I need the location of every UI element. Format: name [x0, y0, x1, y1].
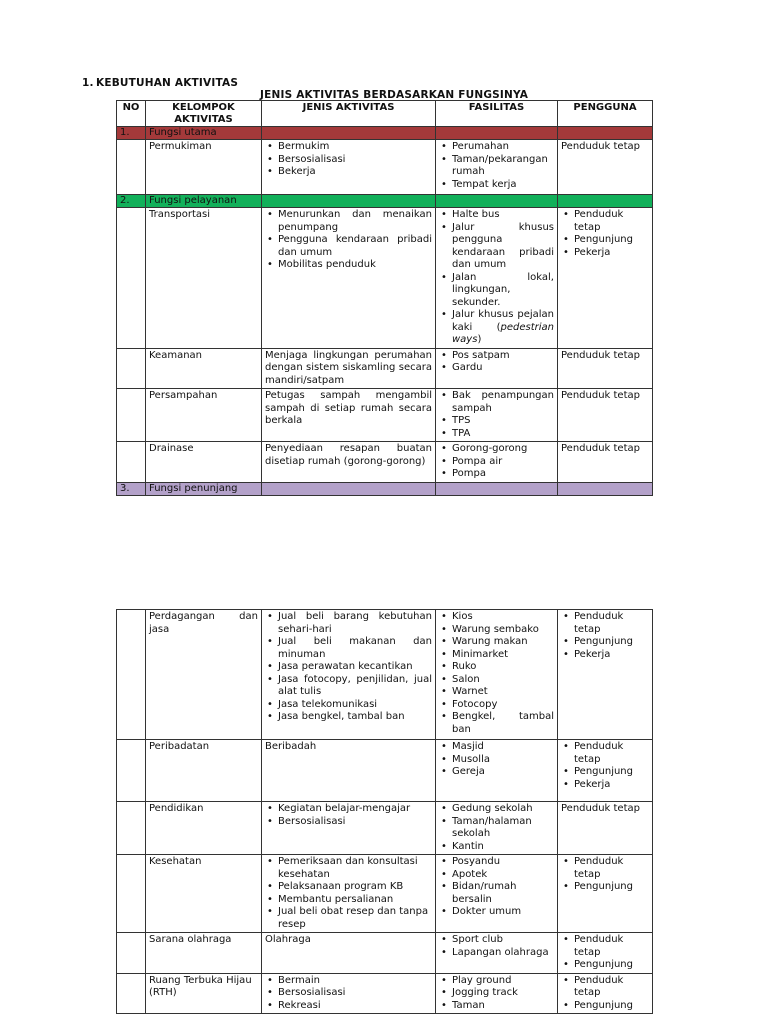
- list-item: • Jogging track: [439, 987, 554, 1000]
- jenis-cell: [262, 140, 436, 195]
- list-item: • TPS: [439, 415, 554, 428]
- list-item: • Play ground: [439, 975, 554, 988]
- table-row-peribadatan: [117, 740, 653, 802]
- kelompok-cell: Ruang Terbuka Hijau (RTH): [146, 973, 262, 1014]
- list-item: • Gorong-gorong: [439, 443, 554, 456]
- list-item: • Sport club: [439, 934, 554, 947]
- table-row-kesehatan: [117, 855, 653, 933]
- section-row-fungsi-utama: [117, 127, 653, 140]
- list-item: • TPA: [439, 428, 554, 441]
- list-item: • Menurunkan dan menaikan penumpang: [265, 209, 432, 234]
- section-label: Fungsi pelayanan: [146, 195, 262, 208]
- jenis-cell: [262, 855, 436, 933]
- list-item: • Kios: [439, 611, 554, 624]
- list-item: • Apotek: [439, 869, 554, 882]
- table-header-row: [117, 101, 653, 127]
- list-item: • Warung makan: [439, 636, 554, 649]
- list-item: • Pengunjung: [561, 881, 649, 894]
- list-item: • Penduduk tetap: [561, 856, 649, 881]
- list-item: • Perumahan: [439, 141, 554, 154]
- fasilitas-cell: [436, 348, 558, 389]
- activity-table-part-1: [116, 100, 653, 496]
- list-item: • Bengkel, tambal ban: [439, 711, 554, 736]
- header-no: NO: [117, 101, 146, 127]
- jenis-cell: Penyediaan resapan buatan disetiap rumah (gorong-gorong): [262, 442, 436, 483]
- list-item: • Gardu: [439, 362, 554, 375]
- fasilitas-cell: [436, 802, 558, 855]
- jenis-cell: Petugas sampah mengambil sampah di setiap rumah secara berkala: [262, 389, 436, 442]
- fasilitas-cell: [436, 442, 558, 483]
- list-item: • Taman/pekarangan rumah: [439, 154, 554, 179]
- list-item: • Minimarket: [439, 649, 554, 662]
- table-row-transportasi: [117, 208, 653, 349]
- list-item: • Penduduk tetap: [561, 975, 649, 1000]
- fasilitas-cell: [436, 855, 558, 933]
- fasilitas-cell: [436, 208, 558, 349]
- list-item: • Pelaksanaan program KB: [265, 881, 432, 894]
- section-row-fungsi-penunjang: [117, 482, 653, 495]
- header-jenis: JENIS AKTIVITAS: [262, 101, 436, 127]
- list-item-text: Jalur khusus pejalan kaki: [452, 309, 554, 333]
- pengguna-cell: [558, 973, 653, 1014]
- pengguna-cell: [558, 933, 653, 974]
- jenis-cell: Olahraga: [262, 933, 436, 974]
- list-item: • Jasa fotocopy, penjilidan, jual alat tulis: [265, 674, 432, 699]
- list-item: • Jasa perawatan kecantikan: [265, 661, 432, 674]
- activity-table-part-2: [116, 609, 653, 1014]
- header-fasilitas: FASILITAS: [436, 101, 558, 127]
- kelompok-cell: Kesehatan: [146, 855, 262, 933]
- list-item: • Penduduk tetap: [561, 741, 649, 766]
- list-item: • Jasa bengkel, tambal ban: [265, 711, 432, 724]
- kelompok-cell: Drainase: [146, 442, 262, 483]
- pengguna-cell: [558, 610, 653, 740]
- table-row-rth: [117, 973, 653, 1014]
- section-no: 1.: [117, 127, 146, 140]
- pengguna-cell: [558, 855, 653, 933]
- section-row-fungsi-pelayanan: [117, 195, 653, 208]
- list-item: • Musolla: [439, 754, 554, 767]
- list-item: • Jalur khusus pejalan kaki (pedestrian ways): [439, 309, 554, 347]
- list-item: • Membantu persalianan: [265, 894, 432, 907]
- list-item: • Dokter umum: [439, 906, 554, 919]
- pengguna-cell: Penduduk tetap: [558, 389, 653, 442]
- pengguna-cell: Penduduk tetap: [558, 140, 653, 195]
- list-item: • Pengguna kendaraan pribadi dan umum: [265, 234, 432, 259]
- section-heading-number: 1.: [82, 77, 94, 89]
- list-item: • Jual beli obat resep dan tanpa resep: [265, 906, 432, 931]
- list-item-italic: pedestrian ways: [452, 321, 554, 345]
- section-heading-text: KEBUTUHAN AKTIVITAS: [96, 77, 239, 89]
- table-title: JENIS AKTIVITAS BERDASARKAN FUNGSINYA: [260, 89, 529, 101]
- list-item: • Bak penampungan sampah: [439, 390, 554, 415]
- jenis-cell: [262, 208, 436, 349]
- kelompok-cell: Persampahan: [146, 389, 262, 442]
- table-row-drainase: [117, 442, 653, 483]
- pengguna-cell: Penduduk tetap: [558, 442, 653, 483]
- list-item: • Pemeriksaan dan konsultasi kesehatan: [265, 856, 432, 881]
- kelompok-cell: Perdagangan dan jasa: [146, 610, 262, 740]
- list-item: • Pengunjung: [561, 234, 649, 247]
- list-item: • Masjid: [439, 741, 554, 754]
- pengguna-cell: [558, 208, 653, 349]
- jenis-cell: [262, 610, 436, 740]
- section-label: Fungsi utama: [146, 127, 262, 140]
- list-item: • Warung sembako: [439, 624, 554, 637]
- list-item: • Posyandu: [439, 856, 554, 869]
- list-item: • Kantin: [439, 841, 554, 854]
- fasilitas-cell: [436, 610, 558, 740]
- list-item: • Mobilitas penduduk: [265, 259, 432, 272]
- list-item: • Pengunjung: [561, 959, 649, 972]
- list-item: • Tempat kerja: [439, 179, 554, 192]
- list-item: • Jual beli makanan dan minuman: [265, 636, 432, 661]
- list-item: • Bersosialisasi: [265, 987, 432, 1000]
- header-pengguna: PENGGUNA: [558, 101, 653, 127]
- fasilitas-cell: [436, 973, 558, 1014]
- list-item: • Rekreasi: [265, 1000, 432, 1013]
- list-item: • Ruko: [439, 661, 554, 674]
- fasilitas-cell: [436, 933, 558, 974]
- list-item: • Bermukim: [265, 141, 432, 154]
- kelompok-cell: Pendidikan: [146, 802, 262, 855]
- list-item: • Bermain: [265, 975, 432, 988]
- pengguna-cell: [558, 740, 653, 802]
- list-item: • Bersosialisasi: [265, 816, 432, 829]
- list-item: • Fotocopy: [439, 699, 554, 712]
- list-item: • Jasa telekomunikasi: [265, 699, 432, 712]
- list-item: • Pengunjung: [561, 766, 649, 779]
- list-item: • Pos satpam: [439, 350, 554, 363]
- list-item: • Salon: [439, 674, 554, 687]
- table-row-permukiman: [117, 140, 653, 195]
- table-row-perdagangan: [117, 610, 653, 740]
- pengguna-cell: Penduduk tetap: [558, 348, 653, 389]
- jenis-cell: [262, 802, 436, 855]
- list-item: • Jalur khusus pengguna kendaraan pribadi dan umum: [439, 222, 554, 272]
- table-row-pendidikan: [117, 802, 653, 855]
- kelompok-cell: Transportasi: [146, 208, 262, 349]
- list-item: • Lapangan olahraga: [439, 947, 554, 960]
- list-item: • Penduduk tetap: [561, 209, 649, 234]
- kelompok-cell: Permukiman: [146, 140, 262, 195]
- list-item: • Penduduk tetap: [561, 934, 649, 959]
- jenis-cell: [262, 973, 436, 1014]
- fasilitas-cell: [436, 389, 558, 442]
- list-item: • Bekerja: [265, 166, 432, 179]
- list-item: • Pekerja: [561, 247, 649, 260]
- list-item: • Taman/halaman sekolah: [439, 816, 554, 841]
- list-item: • Gedung sekolah: [439, 803, 554, 816]
- fasilitas-cell: [436, 740, 558, 802]
- list-item: • Warnet: [439, 686, 554, 699]
- table-row-persampahan: [117, 389, 653, 442]
- section-no: 2.: [117, 195, 146, 208]
- list-item: • Pengunjung: [561, 636, 649, 649]
- kelompok-cell: Sarana olahraga: [146, 933, 262, 974]
- list-item: • Gereja: [439, 766, 554, 779]
- kelompok-cell: Peribadatan: [146, 740, 262, 802]
- list-item: • Pompa: [439, 468, 554, 481]
- list-item: • Taman: [439, 1000, 554, 1013]
- list-item: • Pengunjung: [561, 1000, 649, 1013]
- list-item: • Pompa air: [439, 456, 554, 469]
- jenis-cell: Beribadah: [262, 740, 436, 802]
- jenis-cell: Menjaga lingkungan perumahan dengan sistem siskamling secara mandiri/satpam: [262, 348, 436, 389]
- list-item: • Pekerja: [561, 779, 649, 792]
- list-item: • Jual beli barang kebutuhan sehari-hari: [265, 611, 432, 636]
- list-item: • Pekerja: [561, 649, 649, 662]
- list-item: • Jalan lokal, lingkungan, sekunder.: [439, 272, 554, 310]
- list-item: • Bersosialisasi: [265, 154, 432, 167]
- section-heading: [82, 77, 238, 90]
- list-item: • Penduduk tetap: [561, 611, 649, 636]
- fasilitas-cell: [436, 140, 558, 195]
- kelompok-cell: Keamanan: [146, 348, 262, 389]
- header-kelompok: KELOMPOK AKTIVITAS: [146, 101, 262, 127]
- list-item: • Halte bus: [439, 209, 554, 222]
- list-item: • Bidan/rumah bersalin: [439, 881, 554, 906]
- pengguna-cell: Penduduk tetap: [558, 802, 653, 855]
- section-no: 3.: [117, 482, 146, 495]
- table-row-keamanan: [117, 348, 653, 389]
- list-item: • Kegiatan belajar-mengajar: [265, 803, 432, 816]
- table-row-olahraga: [117, 933, 653, 974]
- section-label: Fungsi penunjang: [146, 482, 262, 495]
